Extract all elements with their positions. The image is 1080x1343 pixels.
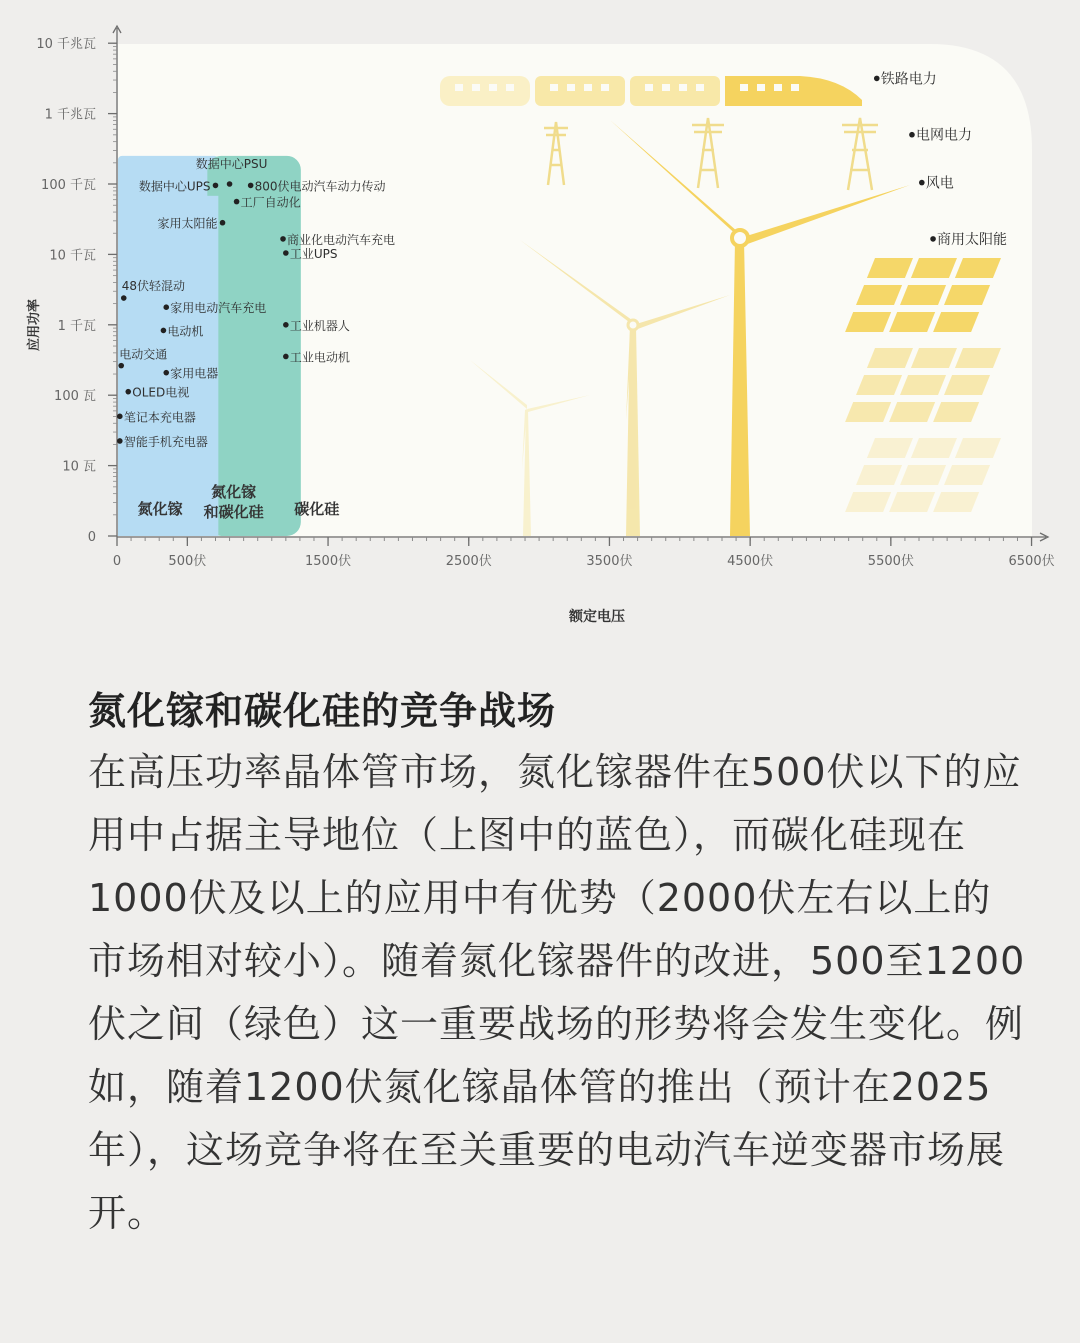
data-point (125, 385, 189, 400)
data-point-dot (227, 181, 233, 187)
data-point (930, 231, 1007, 248)
data-point-label: 智能手机充电器 (123, 434, 208, 449)
data-point-label: 商业化电动汽车充电 (287, 232, 396, 247)
data-point-dot (117, 438, 123, 444)
y-axis-ticks (36, 37, 117, 545)
data-point (139, 178, 218, 193)
y-tick-label: 0 (87, 530, 96, 545)
region-label-line: 氮化镓 (137, 500, 183, 518)
data-point-label: 笔记本充电器 (123, 410, 196, 425)
data-point-dot (163, 370, 169, 376)
region-label-line: 和碳化硅 (203, 503, 264, 521)
data-point-dot (283, 354, 289, 360)
data-point-label: 商用太阳能 (937, 231, 1008, 248)
data-point-dot (919, 180, 925, 186)
data-point-dot (283, 250, 289, 256)
data-point-dot (874, 76, 880, 82)
data-point-dot (118, 363, 124, 369)
region-label (138, 500, 183, 518)
data-point-dot (930, 236, 936, 242)
y-tick-label: 10 瓦 (62, 459, 96, 475)
data-point-label: 数据中心PSU (195, 157, 268, 171)
x-tick-label: 1500伏 (305, 554, 352, 569)
data-point-dot (234, 199, 240, 205)
voltage-power-chart (0, 0, 1080, 640)
data-point (117, 409, 196, 424)
data-point-dot (283, 322, 289, 328)
data-point-dot (280, 236, 286, 242)
x-axis-title: 额定电压 (569, 609, 625, 625)
region-label-line: 氮化镓 (211, 483, 257, 501)
data-point (117, 434, 208, 449)
data-point-dot (248, 183, 254, 189)
data-point (283, 247, 337, 261)
data-point-label: 数据中心UPS (138, 179, 211, 194)
data-point-label: OLED电视 (132, 385, 190, 400)
data-point (874, 70, 937, 87)
data-point-label: 工厂自动化 (240, 195, 301, 210)
data-point-label: 铁路电力 (880, 71, 937, 88)
x-axis-ticks (113, 537, 1055, 569)
data-point-label: 风电 (925, 175, 954, 192)
data-point-label: 电网电力 (915, 127, 972, 144)
data-point-label: 电动交通 (119, 347, 168, 362)
data-point-label: 家用电器 (170, 366, 219, 381)
data-point (158, 216, 226, 231)
data-point (283, 349, 350, 364)
x-tick-label: 2500伏 (445, 554, 492, 569)
data-point-label: 800伏电动汽车动力传动 (254, 179, 386, 194)
y-tick-label: 10 千兆瓦 (36, 37, 96, 53)
y-tick-label: 1 千瓦 (57, 318, 96, 334)
x-tick-label: 0 (112, 554, 122, 569)
x-tick-label: 3500伏 (586, 554, 633, 569)
solar-panel-icon (845, 258, 1001, 512)
data-point-dot (909, 132, 915, 138)
train-icon (440, 76, 862, 106)
data-point-dot (220, 220, 226, 226)
data-point-dot (125, 389, 131, 395)
data-point-label: 电动机 (167, 324, 204, 339)
y-tick-label: 100 瓦 (54, 389, 96, 405)
y-tick-label: 1 千兆瓦 (44, 107, 96, 123)
data-point (234, 195, 301, 210)
data-point-dot (117, 414, 123, 420)
article (88, 680, 1028, 1245)
data-point-label: 家用电动汽车充电 (170, 301, 267, 316)
region-gan-sic (207, 156, 300, 536)
data-point (283, 318, 350, 333)
x-tick-label: 500伏 (168, 554, 207, 569)
technology-regions (118, 156, 301, 536)
data-point (248, 178, 386, 193)
data-point-dot (163, 304, 169, 310)
data-point-label: 工业电动机 (289, 350, 350, 365)
data-point-dot (161, 328, 167, 334)
y-tick-label: 100 千瓦 (41, 178, 96, 193)
data-point-label: 工业UPS (289, 246, 338, 261)
x-tick-label: 4500伏 (727, 554, 774, 569)
data-point-label: 48伏轻混动 (121, 279, 186, 294)
data-point-dot (213, 183, 219, 189)
x-tick-label: 6500伏 (1008, 554, 1055, 569)
article-body: 在高压功率晶体管市场，氮化镓器件在500伏以下的应用中占据主导地位（上图中的蓝色），而碳化硅现在1000伏及以上的应用中有优势（2000伏左右以上的市场相对较小）。随着氮化镓器件的改进，500至1200伏之间（绿色）这一重要战场的形势将会发生变化。例如，随着1200伏氮化镓晶体管的推出（预计在2025年），这场竞争将在至关重要的电动汽车逆变器市场展开。 (88, 750, 1026, 1235)
data-point (163, 300, 266, 315)
data-point (161, 323, 204, 338)
data-point-dot (121, 295, 127, 301)
data-point (163, 366, 218, 381)
region-label (294, 500, 339, 518)
region-label-line: 碳化硅 (294, 500, 340, 518)
x-tick-label: 5500伏 (867, 554, 914, 569)
data-point-label: 家用太阳能 (157, 216, 218, 231)
data-point-label: 工业机器人 (289, 318, 350, 333)
y-tick-label: 10 千瓦 (49, 248, 96, 264)
article-title: 氮化镓和碳化硅的竞争战场 (88, 689, 557, 733)
data-point (280, 232, 395, 247)
data-point (909, 127, 972, 144)
y-axis-title: 应用功率 (27, 298, 42, 352)
